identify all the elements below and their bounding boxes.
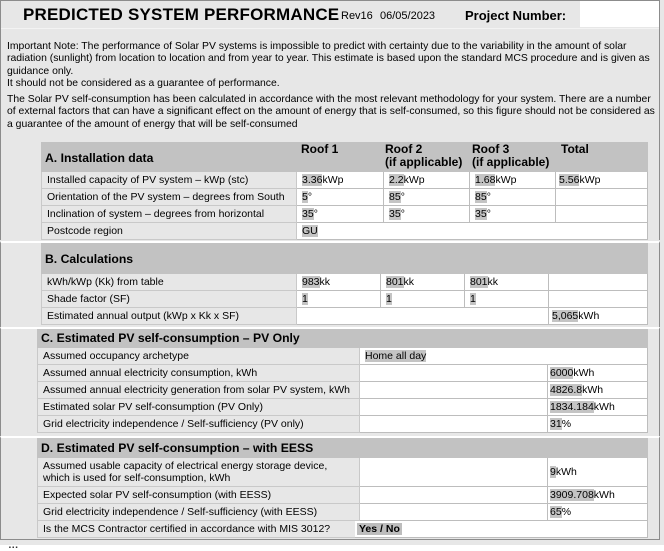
roof-1-inclination[interactable] <box>297 206 384 223</box>
total-shade-factor <box>549 291 648 308</box>
unit: kWp <box>579 174 601 186</box>
total-orientation <box>556 189 648 206</box>
unit: ° <box>400 208 405 220</box>
total-inclination <box>556 206 648 223</box>
row-label-kk: kWh/kWp (Kk) from table <box>41 274 297 291</box>
roof-3-orientation[interactable] <box>470 189 556 206</box>
value: 4826.8 <box>550 384 583 396</box>
total-kk <box>549 274 648 291</box>
column-roof-1 <box>301 143 338 156</box>
unit: kWp <box>403 174 425 186</box>
postcode-region-field[interactable] <box>297 223 648 240</box>
eess-self-sufficiency <box>548 504 648 521</box>
yes-no-dropdown[interactable]: Yes / No <box>359 523 400 535</box>
annual-output-spacer <box>297 308 549 325</box>
project-number-label: Project Number: <box>465 8 567 23</box>
value: 5.56 <box>559 174 580 186</box>
row-label-self-consumption: Estimated solar PV self-consumption (PV Only) <box>37 399 360 416</box>
project-number-field[interactable] <box>580 1 659 27</box>
pv-self-sufficiency <box>548 416 648 433</box>
column-total <box>561 143 589 156</box>
unit: ° <box>307 191 313 203</box>
column-roof-1-label: Roof 1 <box>301 142 339 156</box>
column-roof-3 <box>472 143 549 169</box>
label-line-1: Assumed usable capacity of electrical energy storage device, <box>43 460 328 472</box>
value: 6000 <box>550 367 574 379</box>
unit: kk <box>319 276 331 288</box>
value: 5 <box>302 191 308 203</box>
unit: kWp <box>322 174 344 186</box>
unit: kWh <box>578 310 600 322</box>
generation-spacer <box>360 382 548 399</box>
pv-self-consumption <box>548 399 648 416</box>
column-roof-3-label: Roof 3 <box>472 142 510 156</box>
value: 2.2 <box>389 174 404 186</box>
roof-3-inclination[interactable] <box>470 206 556 223</box>
roof-1-orientation[interactable] <box>297 189 384 206</box>
row-label-eess-self-consumption: Expected solar PV self-consumption (with EESS) <box>37 487 360 504</box>
unit: ° <box>400 191 405 203</box>
row-label-consumption: Assumed annual electricity consumption, kWh <box>37 365 360 382</box>
row-label-occupancy: Assumed occupancy archetype <box>37 348 360 365</box>
value: 35 <box>389 208 401 220</box>
roof-1-capacity[interactable] <box>297 172 384 189</box>
occupancy-archetype-select[interactable] <box>360 348 648 365</box>
label-line-2: which is used for self-consumption, kWh <box>43 472 231 484</box>
row-label-orientation: Orientation of the PV system – degrees from South <box>41 189 297 206</box>
value: 9 <box>550 466 556 478</box>
value: 1 <box>302 293 308 305</box>
value: 1 <box>386 293 392 305</box>
roof-1-kk <box>297 274 381 291</box>
unit: ° <box>486 208 491 220</box>
header-divider <box>1 28 659 29</box>
column-roof-2-sublabel: (if applicable) <box>385 155 463 169</box>
revision-label: Rev16 <box>341 10 373 22</box>
roof-3-shade-factor[interactable] <box>465 291 549 308</box>
column-roof-3-sublabel: (if applicable) <box>472 155 550 169</box>
mcs-certified-select[interactable] <box>355 521 648 538</box>
storage-capacity-field[interactable] <box>548 458 648 487</box>
value: 35 <box>302 208 314 220</box>
consumption-spacer <box>360 365 548 382</box>
unit: kWh <box>555 466 577 478</box>
section-a-title: A. Installation data <box>45 151 154 165</box>
value: 65 <box>550 506 562 518</box>
column-total-label: Total <box>561 142 589 156</box>
self-consumption-note: The Solar PV self-consumption has been calculated in accordance with the most relevant methodology for your system. There are a number of external factors that can have a significant effect on the amount of energy that is self-consumed, so this figure should not be considered as a guarantee of the amount of energy that will be self-consumed <box>7 94 655 130</box>
unit: kWh <box>593 401 615 413</box>
unit: kWh <box>582 384 604 396</box>
footer-cut-off <box>0 539 664 551</box>
roof-3-capacity[interactable] <box>470 172 556 189</box>
section-d-title: D. Estimated PV self-consumption – with EESS <box>41 441 314 455</box>
column-roof-2-label: Roof 2 <box>385 142 423 156</box>
unit: kWh <box>593 489 615 501</box>
roof-2-inclination[interactable] <box>384 206 470 223</box>
unit: % <box>561 506 572 518</box>
value: 801 <box>386 276 404 288</box>
roof-3-kk <box>465 274 549 291</box>
section-b-title: B. Calculations <box>45 252 134 266</box>
value: 1 <box>470 293 476 305</box>
unit: kk <box>487 276 499 288</box>
unit: ° <box>486 191 491 203</box>
unit: kWh <box>573 367 595 379</box>
value: 983 <box>302 276 320 288</box>
value: 3.36 <box>302 174 323 186</box>
row-label-independence: Grid electricity independence / Self-sufficiency (PV only) <box>37 416 360 433</box>
roof-1-shade-factor[interactable] <box>297 291 381 308</box>
section-c-title: C. Estimated PV self-consumption – PV Only <box>41 331 300 345</box>
unit: % <box>561 418 572 430</box>
revision-date: 06/05/2023 <box>380 10 436 22</box>
row-label-storage-capacity <box>37 458 360 487</box>
row-label-shade-factor: Shade factor (SF) <box>41 291 297 308</box>
eess-self-consumption-spacer <box>360 487 548 504</box>
row-label-annual-output: Estimated annual output (kWp x Kk x SF) <box>41 308 297 325</box>
value: 31 <box>550 418 562 430</box>
column-roof-2 <box>385 143 462 169</box>
row-label-generation: Assumed annual electricity generation from solar PV system, kWh <box>37 382 360 399</box>
eess-self-consumption <box>548 487 648 504</box>
storage-spacer <box>360 458 548 487</box>
value: 85 <box>475 191 487 203</box>
value: 85 <box>389 191 401 203</box>
total-capacity <box>556 172 648 189</box>
value: Home all day <box>365 350 427 362</box>
roof-2-shade-factor[interactable] <box>381 291 465 308</box>
unit: ° <box>313 208 318 220</box>
value: 5,065 <box>552 310 579 322</box>
footer-text: … <box>8 539 19 551</box>
value: 1834.184 <box>550 401 594 413</box>
value: 3909.708 <box>550 489 594 501</box>
row-label-installed-capacity: Installed capacity of PV system – kWp (stc) <box>41 172 297 189</box>
independence-spacer <box>360 416 548 433</box>
annual-consumption-field[interactable] <box>548 365 648 382</box>
roof-2-capacity[interactable] <box>384 172 470 189</box>
unit: kk <box>403 276 415 288</box>
value: 35 <box>475 208 487 220</box>
value: GU <box>302 225 318 237</box>
row-label-eess-independence: Grid electricity independence / Self-sufficiency (with EESS) <box>37 504 360 521</box>
unit: kWp <box>495 174 517 186</box>
value: 801 <box>470 276 488 288</box>
eess-independence-spacer <box>360 504 548 521</box>
guarantee-note: It should not be considered as a guarantee of performance. <box>7 78 280 89</box>
row-label-postcode: Postcode region <box>41 223 297 240</box>
total-annual-output <box>549 308 648 325</box>
roof-2-kk <box>381 274 465 291</box>
value: 1.68 <box>475 174 496 186</box>
page-title: PREDICTED SYSTEM PERFORMANCE <box>23 5 340 24</box>
important-note: Important Note: The performance of Solar PV systems is impossible to predict with certainty due to the variability in the amount of solar radiation (sunlight) from location to location and from year to year. This estimate is based upon the standard MCS procedure and is given as guidance only. <box>7 41 650 77</box>
roof-2-orientation[interactable] <box>384 189 470 206</box>
annual-generation <box>548 382 648 399</box>
self-consumption-spacer <box>360 399 548 416</box>
row-label-mcs-certified: Is the MCS Contractor certified in accordance with MIS 3012? <box>37 521 360 538</box>
row-label-inclination: Inclination of system – degrees from horizontal <box>41 206 297 223</box>
